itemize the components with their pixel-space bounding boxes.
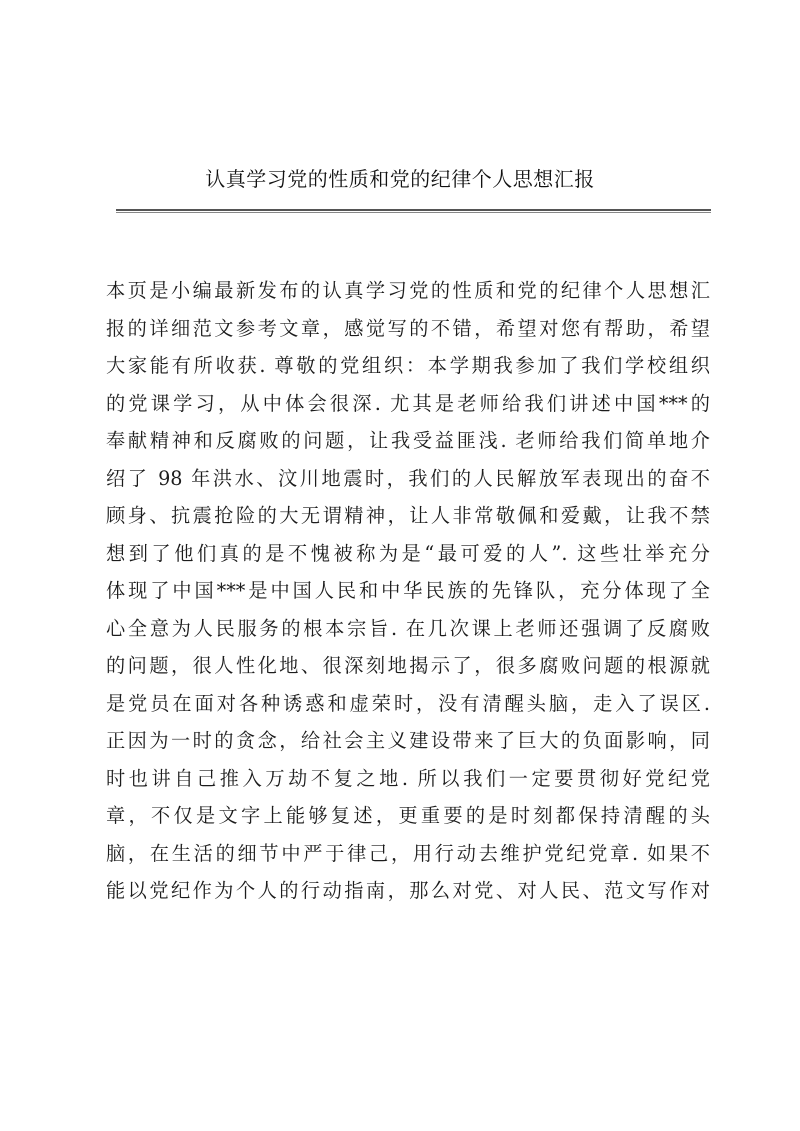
- body-line: 报的详细范文参考文章，感觉写的不错，希望对您有帮助，希望: [106, 316, 710, 340]
- document-body: [106, 272, 710, 910]
- body-line: 想到了他们真的是不愧被称为是“最可爱的人”. 这些壮举充分: [106, 541, 710, 565]
- body-line: 是党员在面对各种诱惑和虚荣时，没有清醒头脑，走入了误区.: [106, 691, 710, 715]
- body-line: 正因为一时的贪念，给社会主义建设带来了巨大的负面影响，同: [106, 729, 710, 752]
- body-line: 脑，在生活的细节中严于律己，用行动去维护党纪党章. 如果不: [106, 841, 710, 865]
- body-line: 顾身、抗震抢险的大无谓精神，让人非常敬佩和爱戴，让我不禁: [106, 504, 710, 527]
- body-line: 奉献精神和反腐败的问题，让我受益匪浅. 老师给我们简单地介: [106, 429, 710, 452]
- body-line: 的问题，很人性化地、很深刻地揭示了，很多腐败问题的根源就: [106, 654, 710, 677]
- body-line: 时也讲自己推入万劫不复之地. 所以我们一定要贯彻好党纪党: [106, 766, 710, 790]
- body-line: 本页是小编最新发布的认真学习党的性质和党的纪律个人思想汇: [106, 279, 710, 302]
- body-line: 能以党纪作为个人的行动指南，那么对党、对人民、范文写作对: [106, 879, 710, 902]
- body-line: 体现了中国***是中国人民和中华民族的先锋队，充分体现了全: [106, 579, 710, 602]
- document-title: 认真学习党的性质和党的纪律个人思想汇报: [205, 167, 595, 191]
- title-underline: [116, 209, 711, 213]
- body-line: 章，不仅是文字上能够复述，更重要的是时刻都保持清醒的头: [106, 804, 710, 827]
- body-line: 绍了 98 年洪水、汶川地震时，我们的人民解放军表现出的奋不: [106, 466, 710, 490]
- body-line: 大家能有所收获. 尊敬的党组织：本学期我参加了我们学校组织: [106, 354, 710, 377]
- body-line: 心全意为人民服务的根本宗旨. 在几次课上老师还强调了反腐败: [106, 616, 710, 640]
- body-line: 的党课学习，从中体会很深. 尤其是老师给我们讲述中国***的: [106, 391, 710, 415]
